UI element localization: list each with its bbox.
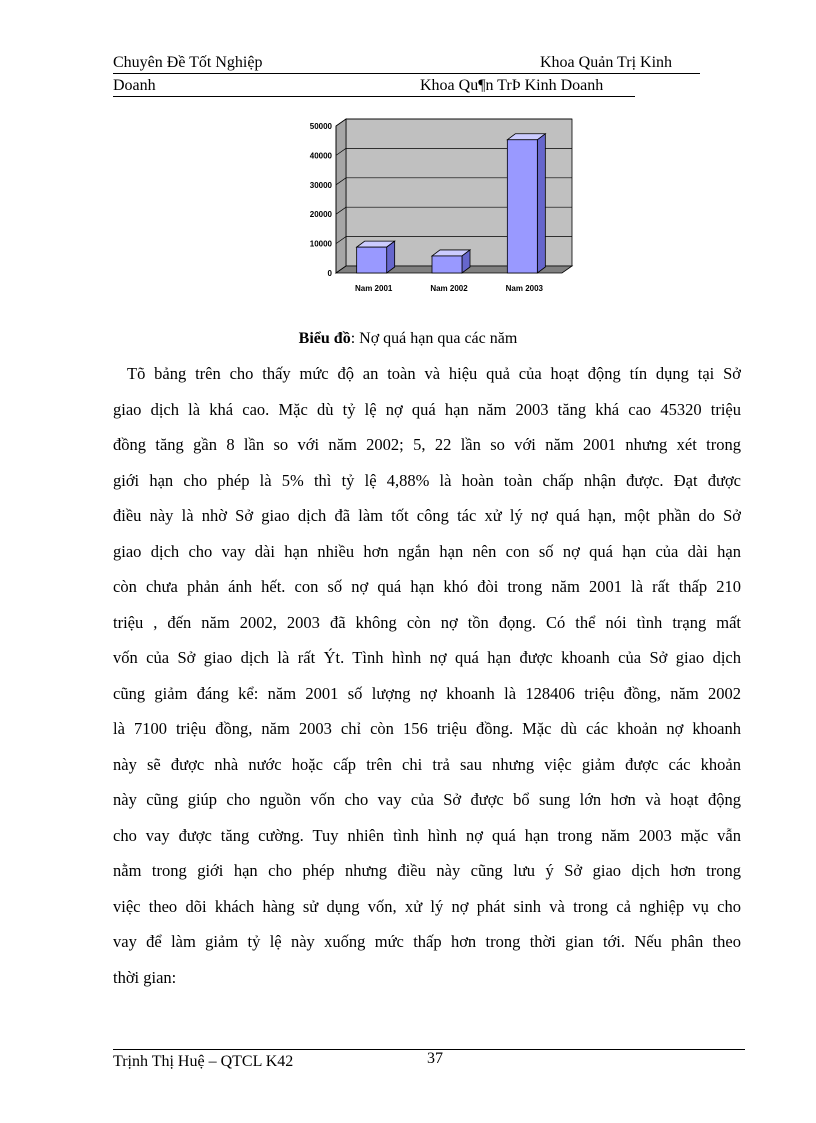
chart-y-tick-label: 0	[327, 269, 332, 278]
caption-text: : Nợ quá hạn qua các năm	[350, 330, 518, 347]
body-paragraph	[113, 356, 741, 995]
body-line: giao dịch là khá cao. Mặc dù tỷ lệ nợ quá hạn năm 2003 tăng khá cao 45320 triệu	[113, 399, 741, 419]
chart-bar-front	[432, 256, 462, 273]
body-line: đồng tăng gần 8 lần so với năm 2002; 5, 22 lần so với năm 2001 nhưng xét trong	[113, 435, 741, 454]
chart-y-tick-label: 50000	[309, 122, 332, 131]
header-title-right: Khoa Quản Trị Kinh	[540, 54, 673, 71]
header-rule-2	[113, 96, 635, 97]
header-running-title: Khoa Qu¶n TrÞ Kinh Doanh	[420, 77, 604, 94]
body-line: này sẽ được nhà nước hoặc cấp trên chi trả sau nhưng việc giảm được các khoản	[113, 754, 741, 774]
chart-caption	[0, 330, 816, 348]
chart-y-tick-label: 20000	[309, 210, 332, 220]
chart-bar-front	[507, 140, 537, 273]
body-line: cho vay được tăng cường. Tuy nhiên tình hình nợ quá hạn trong năm 2003 mặc vẫn	[113, 825, 741, 845]
body-line: là 7100 triệu đồng, năm 2003 chỉ còn 156 triệu đồng. Mặc dù các khoản nợ khoanh	[113, 719, 741, 738]
chart-bar-front	[357, 247, 387, 273]
body-line: vay để làm giảm tỷ lệ này xuống mức thấp hơn trong thời gian tới. Nếu phân theo	[113, 932, 741, 951]
chart-y-tick-label: 10000	[309, 239, 332, 249]
chart-x-tick-label: Nam 2001	[354, 284, 393, 293]
chart-bar-side	[387, 241, 395, 273]
body-line: việc theo dõi khách hàng sử dụng vốn, xử lý nợ phát sinh và trong cả nghiệp vụ cho	[113, 896, 741, 916]
body-line: giao dịch cho vay dài hạn nhiều hơn ngắn hạn nên con số nợ quá hạn của dài hạn	[113, 541, 741, 561]
chart-bar-side	[537, 134, 545, 273]
body-line: nằm trong giới hạn cho phép nhưng điều này cũng lưu ý Sở giao dịch hơn trong	[113, 861, 741, 880]
chart-x-tick-label: Nam 2002	[430, 284, 468, 293]
body-line: giới hạn cho phép là 5% thì tỷ lệ 4,88% là hoàn toàn chấp nhận được. Đạt được	[113, 470, 741, 490]
body-line: thời gian:	[113, 967, 177, 987]
body-line: cũng giảm đáng kể: năm 2001 số lượng nợ khoanh là 128406 triệu đồng, năm 2002	[113, 683, 741, 703]
chart-bar	[507, 134, 545, 273]
body-line: vốn của Sở giao dịch là rất Ýt. Tình hình nợ quá hạn được khoanh của Sở giao dịch	[113, 648, 741, 667]
body-line: điều này là nhờ Sở giao dịch đã làm tốt công tác xử lý nợ quá hạn, một phần do Sở	[113, 506, 741, 525]
body-line: này cũng giúp cho nguồn vốn cho vay của Sở được bổ sung lớn hơn và hoạt động	[113, 790, 741, 809]
chart-y-tick-label: 30000	[309, 180, 332, 190]
body-line: Tõ bảng trên cho thấy mức độ an toàn và hiệu quả của hoạt động tín dụng tại Sở	[127, 364, 741, 383]
body-line: còn chưa phản ánh hết. con số nợ quá hạn khó đòi trong năm 2001 là rất thấp 210	[113, 577, 741, 596]
chart-x-tick-label: Nam 2003	[505, 284, 544, 293]
chart-bar	[432, 250, 470, 273]
chart-side-wall	[336, 119, 346, 273]
bar-chart	[300, 116, 580, 301]
footer-author: Trịnh Thị Huệ – QTCL K42	[113, 1053, 294, 1070]
chart-bar	[357, 241, 395, 273]
header-rule-1	[113, 73, 700, 74]
chart-y-tick-label: 40000	[309, 151, 332, 161]
caption-label: Biểu đồ	[298, 330, 351, 347]
body-line: triệu , đến năm 2002, 2003 đã không còn nợ tồn đọng. Có thể nói tình trạng mất	[113, 612, 741, 632]
header-continuation: Doanh	[113, 77, 156, 94]
page-number: 37	[427, 1050, 443, 1067]
header-title-left: Chuyên Đề Tốt Nghiệp	[113, 54, 263, 71]
